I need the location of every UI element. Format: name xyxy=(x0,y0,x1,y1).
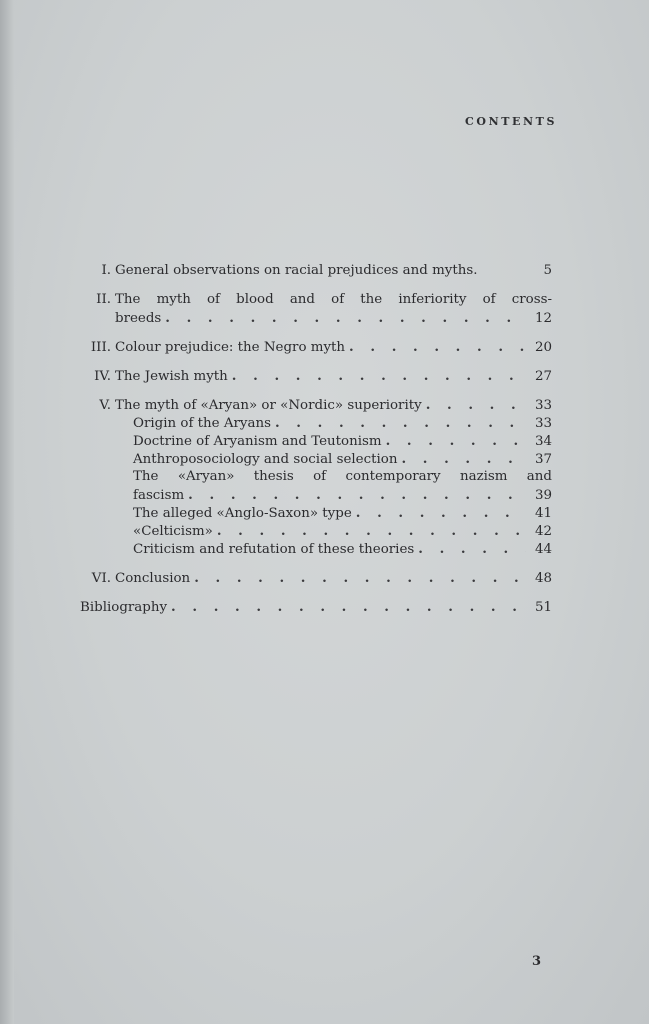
toc-entry-page: 48 xyxy=(534,571,552,586)
toc-entry-number: II. xyxy=(96,292,111,307)
dot-leader xyxy=(401,450,526,468)
toc-subentry-title: The alleged «Anglo-Saxon» type xyxy=(133,506,352,521)
page-number: 3 xyxy=(532,954,542,969)
toc-entry-title: Bibliography xyxy=(80,600,168,615)
toc-subentry-page: 41 xyxy=(534,506,552,521)
toc-entry-title-line2: breeds xyxy=(115,311,162,326)
toc-entry-number: III. xyxy=(90,340,111,355)
dot-leader xyxy=(418,540,526,558)
page-edge-shadow xyxy=(0,0,14,1024)
dot-leader xyxy=(349,338,526,356)
toc-entry-number: VI. xyxy=(91,571,111,586)
toc-entry-4 xyxy=(78,367,552,385)
toc-subentry xyxy=(78,468,552,486)
dot-leader xyxy=(356,504,526,522)
toc-entry-number: V. xyxy=(99,398,111,413)
toc-subentry xyxy=(78,432,552,450)
toc-entry-5 xyxy=(78,396,552,558)
toc-subentry-title-line2: fascism xyxy=(133,488,185,503)
dot-leader xyxy=(232,367,526,385)
toc-entry-page: 51 xyxy=(534,600,552,615)
toc-subentries xyxy=(78,414,552,558)
toc-subentry-title-line1: The «Aryan» thesis of contemporary nazism and xyxy=(133,469,552,484)
toc-subentry-title: Origin of the Aryans xyxy=(133,416,271,431)
dot-leader xyxy=(426,396,526,414)
running-head: CONTENTS xyxy=(465,115,557,128)
dot-leader xyxy=(194,569,526,587)
toc-entry-title: Conclusion xyxy=(115,571,191,586)
toc-entry-title: The Jewish myth xyxy=(115,369,228,384)
toc-subentry-title: «Celticism» xyxy=(133,524,213,539)
toc-subentry-page: 39 xyxy=(534,488,552,503)
dot-leader xyxy=(165,309,526,327)
toc-entry-2 xyxy=(78,291,552,327)
toc-entry-page: 12 xyxy=(534,311,552,326)
dot-leader xyxy=(217,522,526,540)
toc-entry-page: 5 xyxy=(543,263,552,278)
toc-subentry-page: 33 xyxy=(534,416,552,431)
toc-entry-title-line1: The myth of blood and of the inferiority of cross- xyxy=(115,292,552,307)
toc-entry-3 xyxy=(78,338,552,356)
dot-leader xyxy=(386,432,526,450)
toc-subentry-page: 37 xyxy=(534,452,552,467)
toc-entry-1 xyxy=(78,262,552,280)
toc-entry-title: Colour prejudice: the Negro myth xyxy=(115,340,346,355)
table-of-contents xyxy=(78,262,552,627)
toc-entry-title: The myth of «Aryan» or «Nordic» superiority xyxy=(115,398,422,413)
toc-entry-6 xyxy=(78,569,552,587)
toc-subentry-title: Doctrine of Aryanism and Teutonism xyxy=(133,434,382,449)
toc-entry-number: I. xyxy=(101,263,111,278)
toc-subentry xyxy=(78,522,552,540)
dot-leader xyxy=(188,486,526,504)
toc-entry-page: 27 xyxy=(534,369,552,384)
toc-entry-page: 33 xyxy=(534,398,552,413)
dot-leader xyxy=(171,598,526,616)
toc-entry-number: IV. xyxy=(94,369,111,384)
toc-entry-title: General observations on racial prejudices and myths. xyxy=(115,263,478,278)
toc-subentry-title: Criticism and refutation of these theories xyxy=(133,542,415,557)
toc-entry-page: 20 xyxy=(534,340,552,355)
toc-subentry xyxy=(78,414,552,432)
toc-subentry xyxy=(78,540,552,558)
dot-leader xyxy=(275,414,526,432)
toc-subentry xyxy=(78,450,552,468)
toc-subentry-title: Anthroposociology and social selection xyxy=(133,452,398,467)
toc-subentry xyxy=(78,504,552,522)
toc-subentry-page: 44 xyxy=(534,542,552,557)
toc-subentry-page: 34 xyxy=(534,434,552,449)
toc-entry-bibliography xyxy=(78,598,552,616)
toc-subentry-page: 42 xyxy=(534,524,552,539)
